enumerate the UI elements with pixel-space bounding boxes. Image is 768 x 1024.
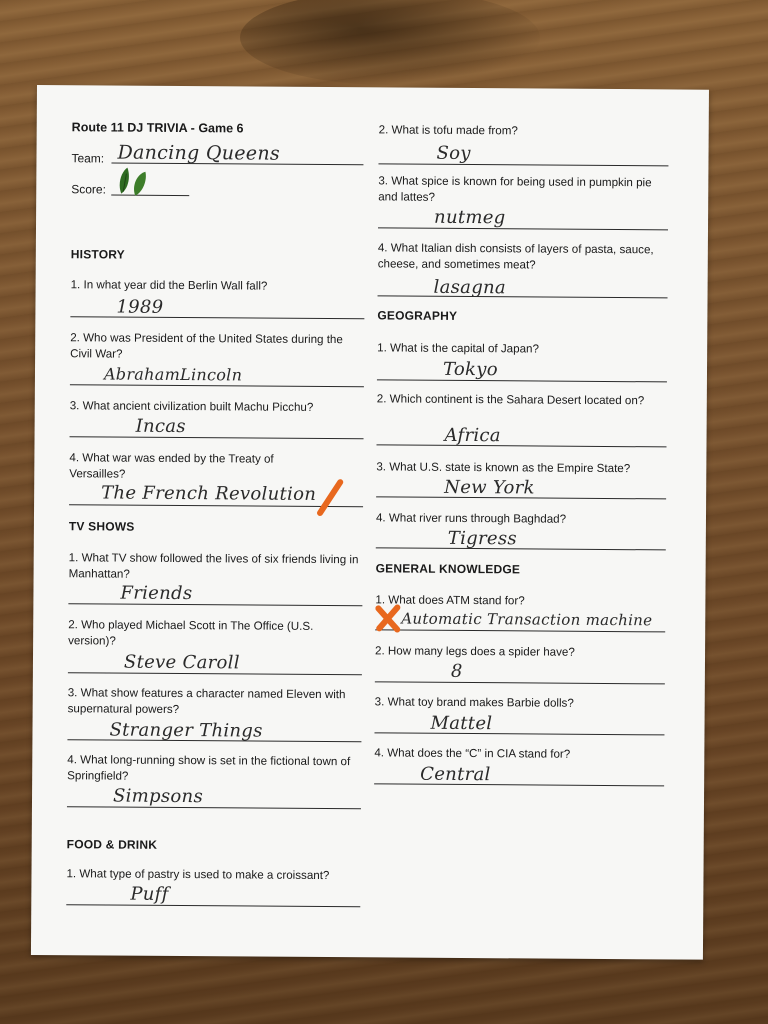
score-label: Score: — [71, 182, 107, 197]
history-a2: AbrahamLincoln — [103, 364, 243, 385]
answer-line — [68, 603, 362, 606]
geo-a4: Tigress — [447, 527, 518, 550]
geo-a2: Africa — [444, 424, 501, 447]
answer-line — [377, 379, 667, 382]
tv-a4: Simpsons — [112, 785, 204, 808]
answer-line — [378, 295, 668, 298]
team-label: Team: — [71, 151, 105, 166]
leaf-sticker-icon — [115, 166, 151, 198]
food-q2: 2. What is tofu made from? — [378, 123, 518, 138]
food-q4: 4. What Italian dish consists of layers of pasta, sauce, cheese, and sometimes meat? — [377, 241, 654, 271]
answer-line — [376, 496, 666, 499]
gen-a2: 8 — [450, 660, 463, 682]
tv-q3: 3. What show features a character named Eleven with supernatural powers? — [67, 686, 346, 716]
section-heading-food-drink: FOOD & DRINK — [66, 837, 158, 852]
section-heading-general-knowledge: GENERAL KNOWLEDGE — [375, 561, 521, 577]
section-heading-tv-shows: TV SHOWS — [68, 519, 135, 534]
geo-q4: 4. What river runs through Baghdad? — [375, 511, 567, 526]
tv-a2: Steve Caroll — [123, 651, 240, 674]
history-a1: 1989 — [116, 296, 164, 318]
food-a4: lasagna — [433, 276, 507, 299]
geo-q3: 3. What U.S. state is known as the Empire State? — [376, 460, 631, 476]
answer-line — [70, 384, 364, 387]
answer-line — [66, 904, 360, 907]
gen-q3: 3. What toy brand makes Barbie dolls? — [374, 695, 574, 710]
answer-line — [375, 629, 665, 632]
answer-line — [67, 739, 361, 742]
tv-q4: 4. What long-running show is set in the fictional town of Springfield? — [67, 753, 351, 783]
geo-q1: 1. What is the capital of Japan? — [377, 341, 539, 356]
right-column — [374, 87, 671, 786]
geo-a3: New York — [444, 476, 535, 499]
answer-line — [68, 672, 362, 675]
geo-q2: 2. Which continent is the Sahara Desert located on? — [376, 392, 645, 408]
answer-line — [376, 444, 666, 447]
answer-line — [70, 316, 364, 319]
gen-q2: 2. How many legs does a spider have? — [375, 644, 575, 659]
section-heading-history: HISTORY — [70, 247, 125, 262]
food-a2: Soy — [436, 142, 471, 165]
history-q2: 2. Who was President of the United States during the Civil War? — [70, 331, 343, 361]
sheet-title: Route 11 DJ TRIVIA - Game 6 — [71, 120, 244, 136]
history-q1: 1. In what year did the Berlin Wall fall? — [70, 278, 268, 293]
history-a4: The French Revolution — [101, 482, 317, 505]
tv-q2: 2. Who played Michael Scott in The Office (U.S. version)? — [68, 618, 314, 648]
answer-line — [376, 547, 666, 550]
gen-a3: Mattel — [430, 712, 493, 735]
gen-a1: Automatic Transaction machine — [401, 609, 653, 630]
history-a3: Incas — [135, 415, 186, 438]
tv-a3: Stranger Things — [109, 719, 263, 742]
food-a3: nutmeg — [434, 206, 506, 229]
answer-line — [67, 806, 361, 809]
team-name: Dancing Queens — [117, 141, 281, 165]
answer-line — [374, 783, 664, 786]
gen-a4: Central — [420, 763, 491, 786]
trivia-answer-sheet — [31, 85, 709, 960]
gen-q4: 4. What does the “C” in CIA stand for? — [374, 746, 571, 761]
geo-a1: Tokyo — [442, 358, 498, 381]
orange-check-mark-icon — [314, 479, 344, 517]
answer-line — [374, 732, 664, 735]
food-a1: Puff — [130, 883, 169, 905]
food-q3: 3. What spice is known for being used in pumpkin pie and lattes? — [378, 174, 652, 204]
orange-x-mark-icon — [375, 603, 401, 633]
gen-q1: 1. What does ATM stand for? — [375, 593, 525, 608]
answer-line — [70, 436, 364, 439]
answer-line — [375, 681, 665, 684]
wood-knot — [240, 0, 540, 85]
section-heading-geography: GEOGRAPHY — [377, 308, 458, 323]
tv-a1: Friends — [120, 582, 193, 605]
answer-line — [378, 163, 668, 166]
history-q3: 3. What ancient civilization built Machu Picchu? — [69, 399, 314, 414]
history-q4: 4. What war was ended by the Treaty of Versailles? — [69, 451, 274, 481]
food-q1: 1. What type of pastry is used to make a croissant? — [66, 867, 330, 883]
left-column — [66, 85, 368, 905]
tv-q1: 1. What TV show followed the lives of six friends living in Manhattan? — [68, 551, 359, 581]
answer-line — [378, 227, 668, 230]
